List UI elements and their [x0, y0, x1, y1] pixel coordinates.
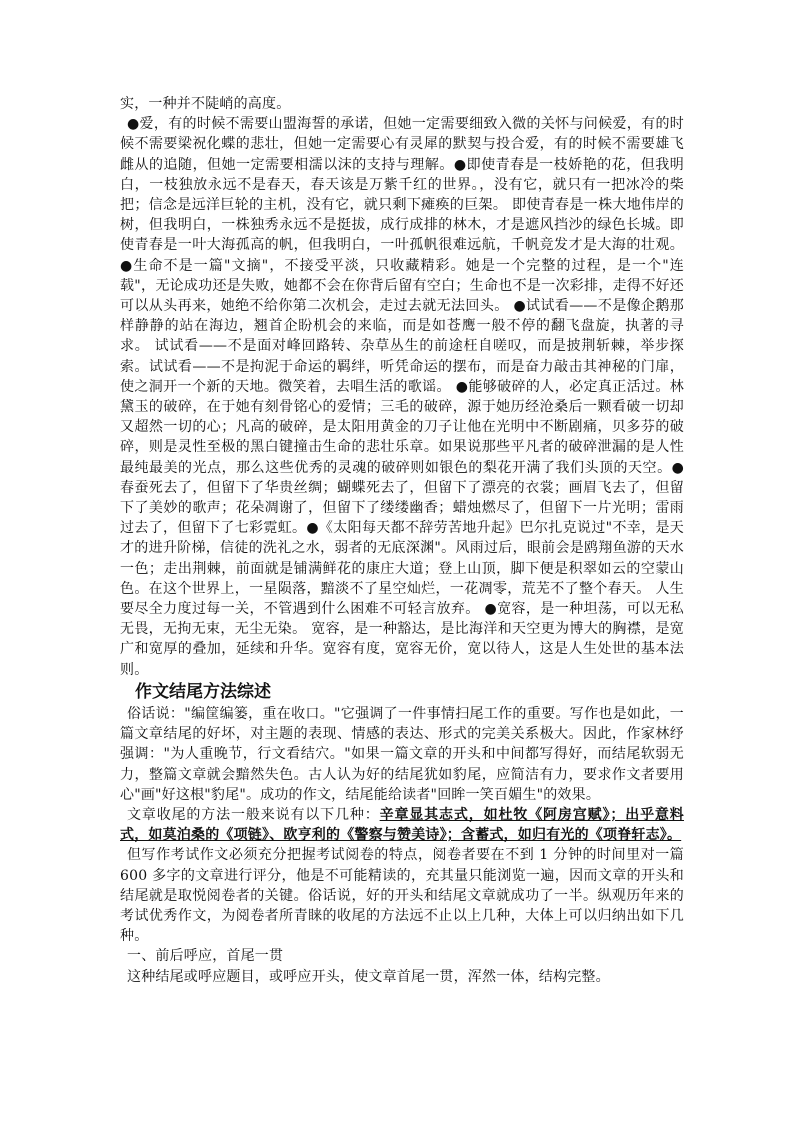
section-heading: 作文结尾方法综述 [135, 681, 271, 702]
paragraph-intro: 俗话说："编筐编篓，重在收口。"它强调了一件事情扫尾工作的重要。写作也是如此，一篇文章结尾的好坏，对主题的表现、情感的表达、形式的完美关系极大。因此，作家林纾强调："为人重晚节，行文看结穴。"如果一篇文章的开头和中间都写得好，而结尾软弱无力，整篇文章就会黯然失色。古人认为好的结尾犹如豹尾，应简洁有力，要求作文者要用心"画"好这根"豹尾"。成功的作文，结尾能给读者"回眸一笑百媚生"的效果。 [120, 705, 684, 803]
methods-lead-text: 文章收尾的方法一般来说有以下几种： [127, 806, 380, 823]
paragraph-methods [120, 805, 684, 845]
paragraph-exam-writing: 但写作考试作文必须充分把握考试阅卷的特点，阅卷者要在不到 1 分钟的时间里对一篇 600 多字的文章进行评分，他是不可能精读的，充其量只能浏览一遍，因而文章的开头和结尾就是取悦阅卷者的关键。俗话说，好的开头和结尾文章就成功了一半。纵观历年来的考试优秀作文，为阅卷者所青睐的收尾的方法远不止以上几种，大体上可以归纳出如下几种。 [120, 847, 684, 945]
methods-bold-text: 辛章显其志式，如杜牧《阿房宫赋》；出乎意料式，如莫泊桑的《项链》、欧亨利的《警察与赞美诗》；含蓄式，如归有光的《项脊轩志》。 [120, 806, 684, 844]
paragraph-essay-excerpts: ●爱，有的时候不需要山盟海誓的承诺，但她一定需要细致入微的关怀与问候爱，有的时候不需要梁祝化蝶的悲壮，但她一定需要心有灵犀的默契与投合爱，有的时候不需要雄飞雌从的追随，但她一定需要相濡以沫的支持与理解。●即使青春是一枝娇艳的花，但我明白，一枝独放永远不是春天，春天该是万紫千红的世界。，没有它，就只有一把冰冷的柴把；信念是远洋巨轮的主机，没有它，就只剩下瘫痪的巨架。 即使青春是一株大地伟岸的树，但我明白，一株独秀永远不是挺拔，成行成排的林木，才是遮风挡沙的绿色长城。即使青春是一叶大海孤高的帆，但我明白，一叶孤帆很难远航，千帆竞发才是大海的壮观。●生命不是一篇"文摘"，不接受平淡，只收藏精彩。她是一个完整的过程，是一个"连载"，无论成功还是失败，她都不会在你背后留有空白；生命也不是一次彩排，走得不好还可以从头再来，她绝不给你第二次机会，走过去就无法回头。 ●试试看——不是像企鹅那样静静的站在海边，翘首企盼机会的来临，而是如苍鹰一般不停的翻飞盘旋，执著的寻求。 试试看——不是面对峰回路转、杂草丛生的前途枉自嗟叹，而是披荆斩棘，举步探索。试试看——不是拘泥于命运的羁绊，听凭命运的摆布，而是奋力敲击其神秘的门扉，使之洞开一个新的天地。微笑着，去唱生活的歌谣。 ●能够破碎的人，必定真正活过。林黛玉的破碎，在于她有刻骨铭心的爱情；三毛的破碎，源于她历经沧桑后一颗看破一切却又超然一切的心；凡高的破碎，是太阳用黄金的刀子让他在光明中不断剧痛，贝多芬的破碎，则是灵性至极的黑白键撞击生命的悲壮乐章。如果说那些平凡者的破碎泄漏的是人性最纯最美的光点，那么这些优秀的灵魂的破碎则如银色的梨花开满了我们头顶的天空。●春蚕死去了，但留下了华贵丝绸；蝴蝶死去了，但留下了漂亮的衣裳；画眉飞去了，但留下了美妙的歌声；花朵凋谢了，但留下了缕缕幽香；蜡烛燃尽了，但留下一片光明；雷雨过去了，但留下了七彩霓虹。●《太阳每天都不辞劳苦地升起》巴尔扎克说过"不幸，是天才的进升阶梯，信徒的洗礼之水，弱者的无底深渊"。风雨过后，眼前会是鸥翔鱼游的天水一色；走出荆棘，前面就是铺满鲜花的康庄大道；登上山顶，脚下便是积翠如云的空蒙山色。在这个世界上，一星陨落，黯淡不了星空灿烂，一花凋零，荒芜不了整个春天。 人生要尽全力度过每一关，不管遇到什么困难不可轻言放弃。 ●宽容，是一种坦荡，可以无私无畏，无拘无束，无尘无染。 宽容，是一种豁达，是比海洋和天空更为博大的胸襟，是宽广和宽厚的叠加，延续和升华。宽容有度，宽容无价，宽以待人，这是人生处世的基本法则。 [120, 116, 684, 678]
paragraph-continuation: 实，一种并不陡峭的高度。 [120, 96, 291, 112]
subheading-echo: 一、前后呼应，首尾一贯 [127, 948, 284, 965]
paragraph-echo-description: 这种结尾或呼应题目，或呼应开头，使文章首尾一贯，浑然一体，结构完整。 [127, 968, 610, 985]
